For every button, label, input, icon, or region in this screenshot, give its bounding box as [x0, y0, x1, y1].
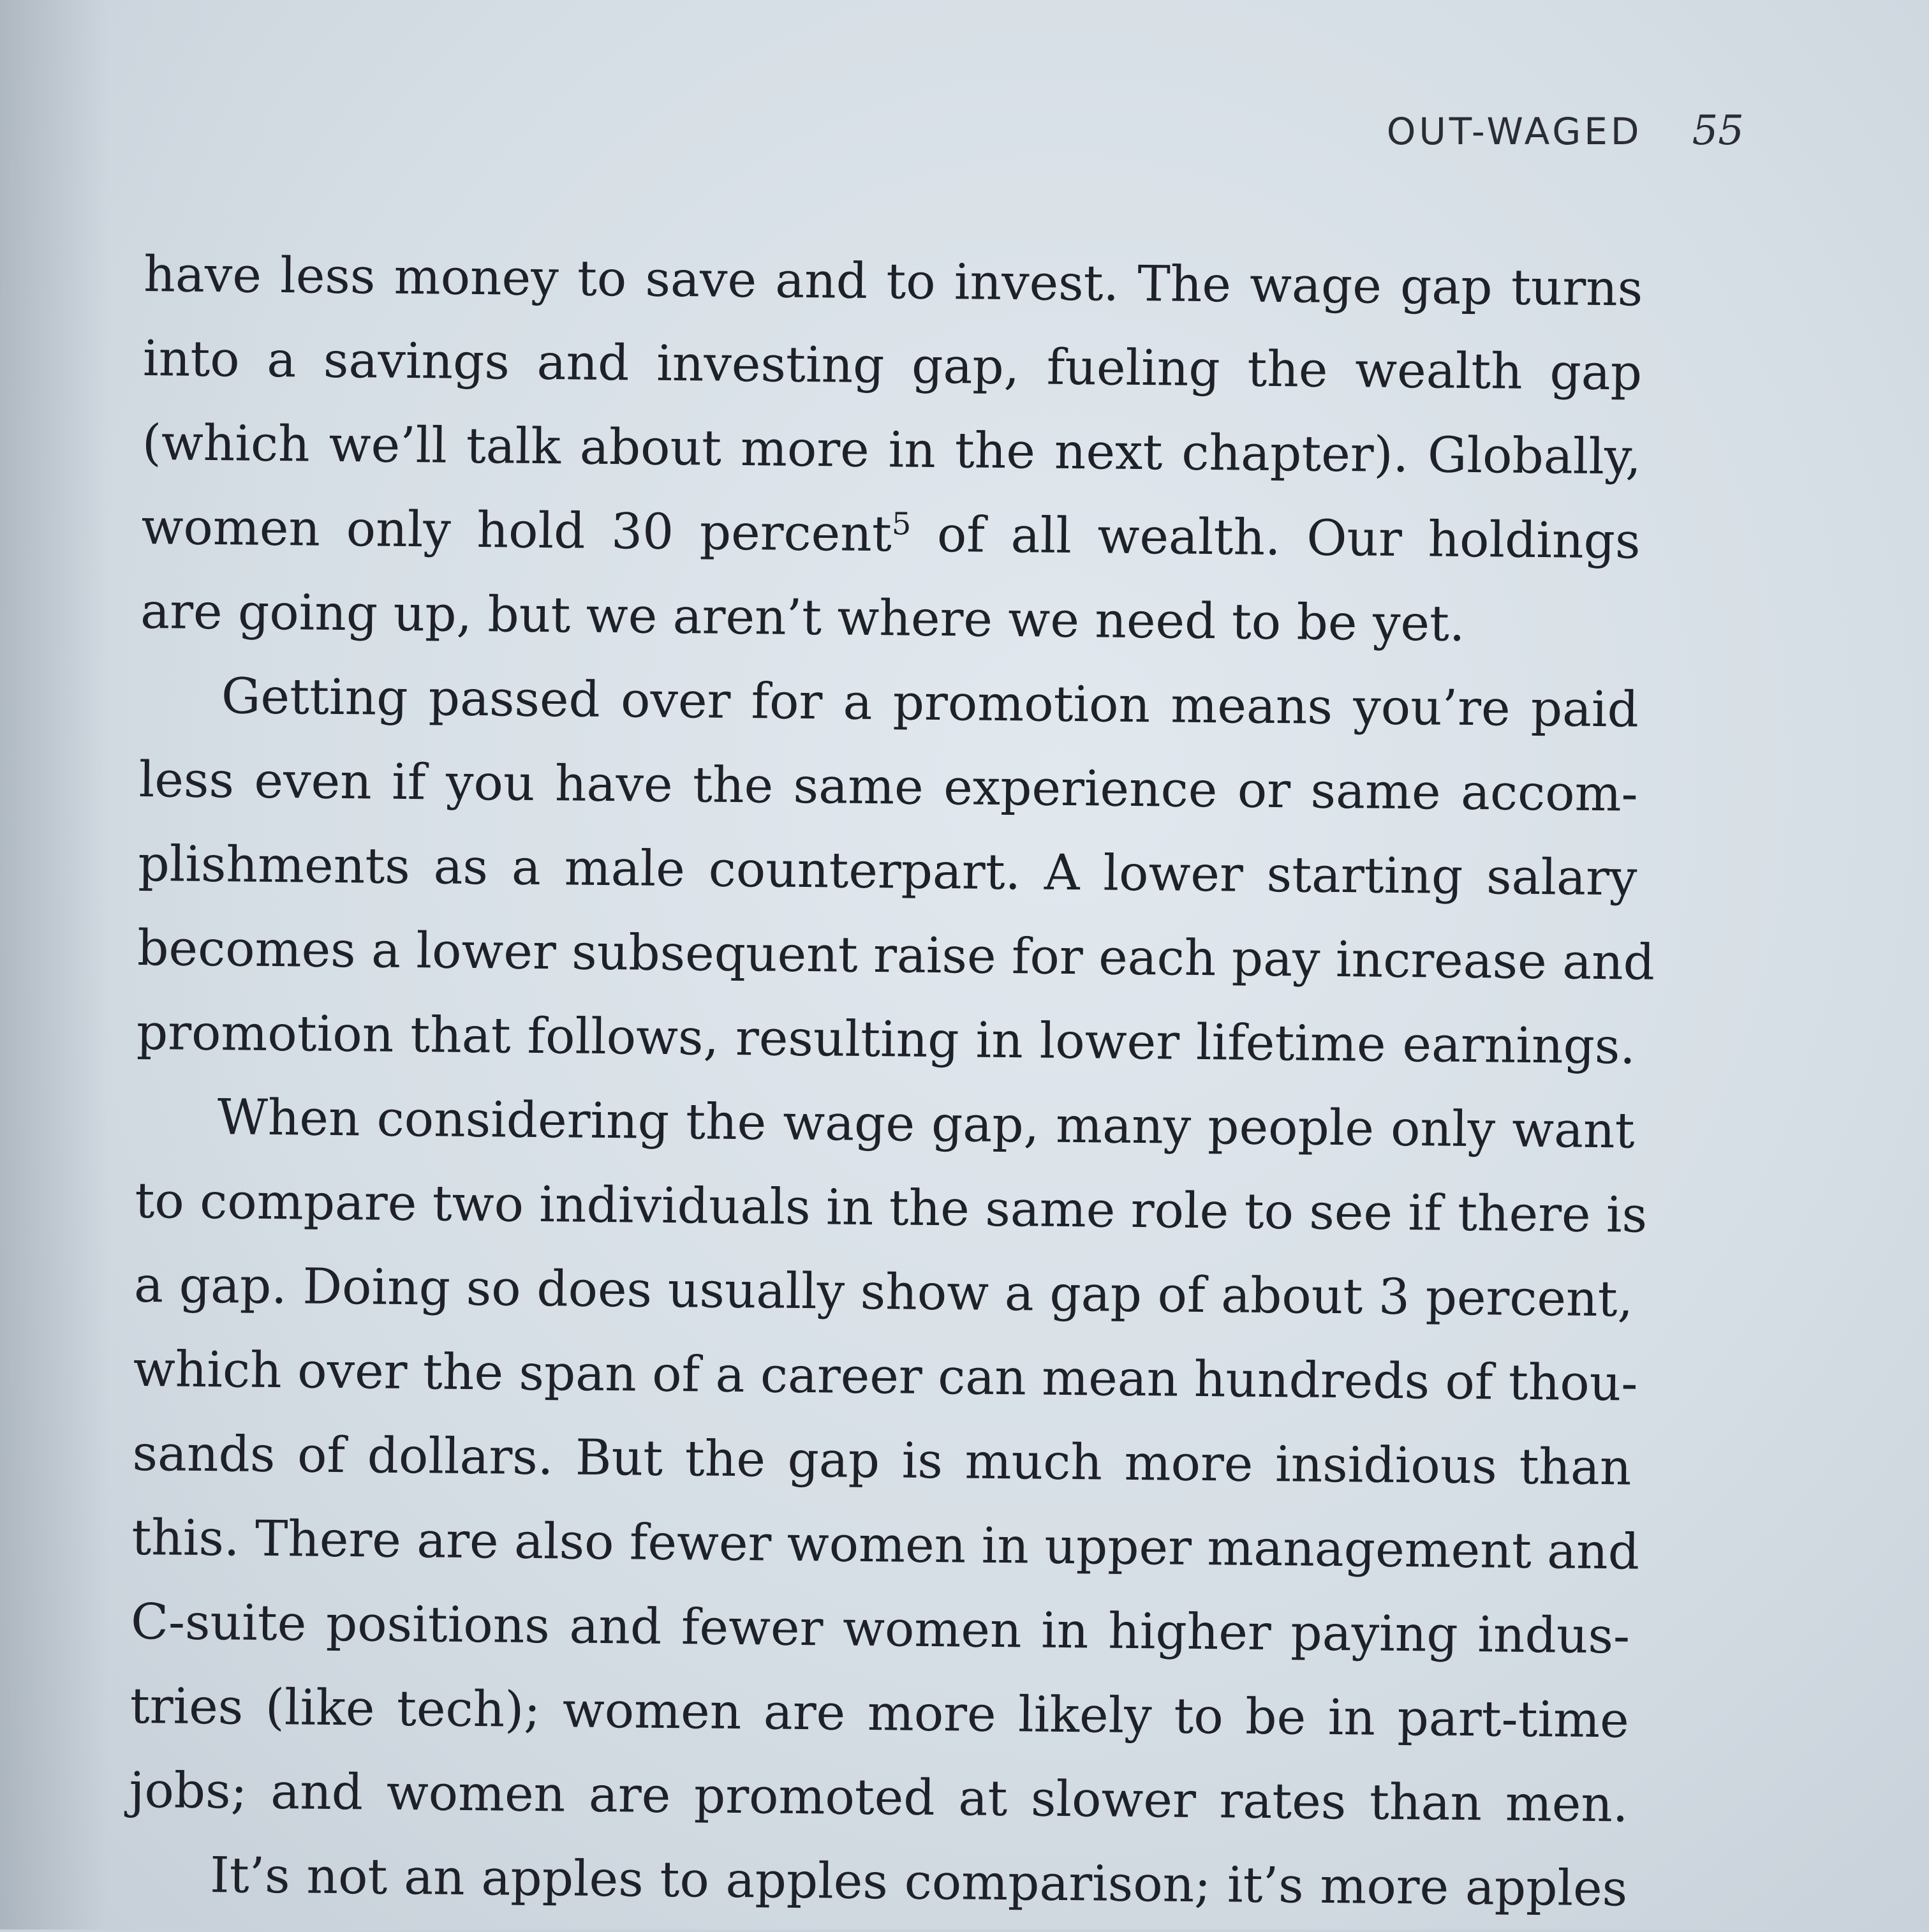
- footnote-reference: 5: [891, 506, 912, 542]
- text-line: plishments as a male counterpart. A lower starting salary: [138, 835, 1637, 907]
- text-line: into a savings and investing gap, fueling the wealth gap: [142, 330, 1643, 402]
- text-line: to compare two individuals in the same role to see if there is: [135, 1172, 1648, 1244]
- paragraph-first-line: It’s not an apples to apples comparison; it’s more apples: [209, 1847, 1628, 1918]
- text-fragment: women only hold 30 percent: [141, 498, 892, 563]
- page-header: [1387, 107, 1744, 154]
- text-line: tries (like tech); women are more likely to be in part-time: [129, 1677, 1630, 1750]
- text-line: becomes a lower subsequent raise for each pay increase and: [137, 919, 1655, 992]
- paragraph-first-line: When considering the wage gap, many people only want: [217, 1089, 1636, 1160]
- text-line: this. There are also fewer women in upper management and: [131, 1509, 1640, 1581]
- text-line: jobs; and women are promoted at slower rates than men.: [129, 1762, 1629, 1834]
- body-text: [128, 233, 1655, 1931]
- text-line: sands of dollars. But the gap is much more insidious than: [132, 1425, 1632, 1497]
- text-line: which over the span of a career can mean hundreds of thou-: [133, 1341, 1638, 1413]
- text-line: C-suite positions and fewer women in higher paying indus-: [130, 1593, 1630, 1665]
- text-line: a gap. Doing so does usually show a gap of about 3 percent,: [133, 1256, 1634, 1328]
- running-head: OUT-WAGED: [1386, 110, 1643, 153]
- text-line: are going up, but we aren’t where we need to be yet.: [140, 583, 1465, 653]
- text-line-with-footnote: [141, 486, 1641, 584]
- page-number: 55: [1692, 107, 1744, 154]
- text-fragment: of all wealth. Our holdings: [910, 506, 1641, 570]
- text-line: less even if you have the same experience or same accom-: [138, 751, 1639, 823]
- text-line: promotion that follows, resulting in lower lifetime earnings.: [136, 1004, 1636, 1076]
- paragraph-first-line: Getting passed over for a promotion means you’re paid: [221, 668, 1639, 739]
- text-line: have less money to save and to invest. The wage gap turns: [143, 246, 1643, 318]
- text-line: (which we’ll talk about more in the next chapter). Globally,: [142, 414, 1642, 486]
